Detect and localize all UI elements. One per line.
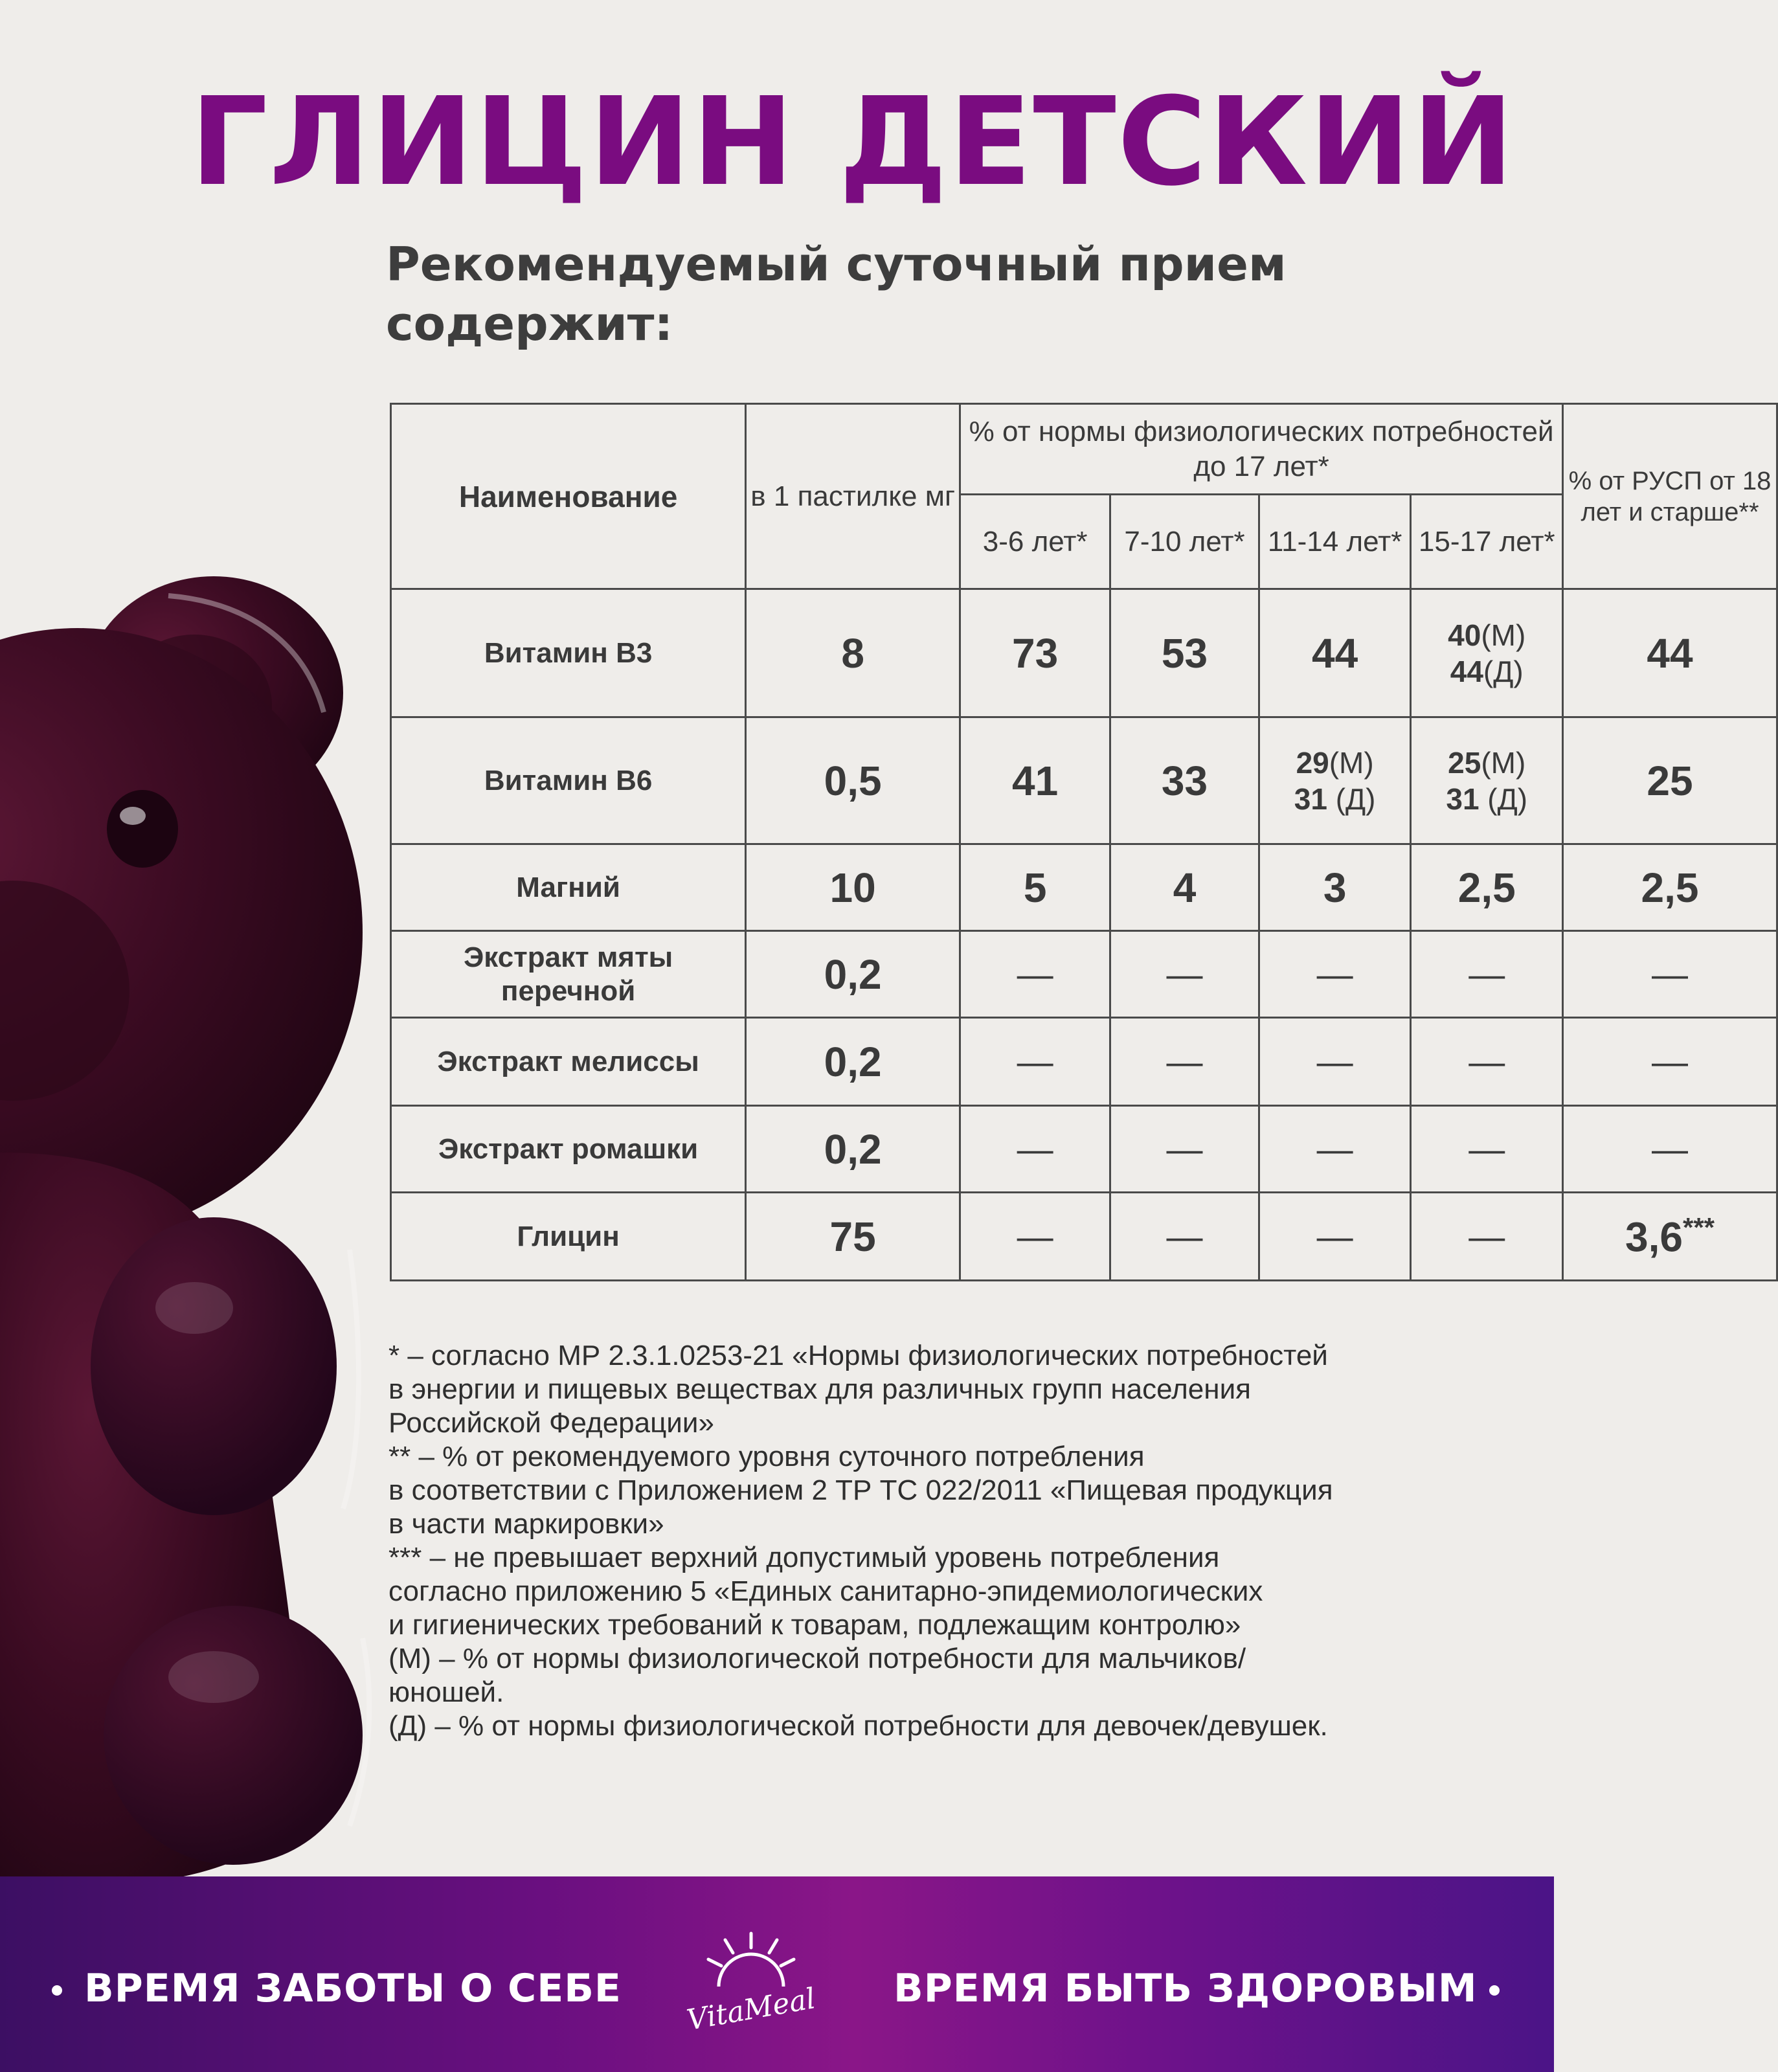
cell-age-7-10: 33 (1110, 717, 1259, 844)
row-name: Витамин B6 (391, 717, 746, 844)
footnote-m: (М) – % от нормы физиологической потребности для мальчиков/ юношей. (388, 1643, 1246, 1708)
header-name: Наименование (391, 404, 746, 589)
cell-mg: 8 (746, 589, 960, 717)
table-row (391, 844, 1777, 931)
cell-age-11-14: 44 (1259, 589, 1411, 717)
cell-age-7-10: — (1110, 931, 1259, 1018)
cell-age-15-17 (1411, 589, 1563, 717)
label-d: (Д) (1327, 782, 1376, 816)
table-row (391, 1018, 1777, 1106)
cell-age-3-6: 5 (960, 844, 1110, 931)
label-m: (М) (1329, 745, 1374, 780)
header-norm-group: % от нормы физиологических потребностей до 17 лет* (960, 404, 1563, 495)
gummy-bear-image (0, 570, 401, 1891)
header-age-15-17: 15-17 лет* (1411, 495, 1563, 589)
cell-mg: 0,2 (746, 1018, 960, 1106)
cell-age-15-17: — (1411, 1018, 1563, 1106)
bullet-dot-icon (1489, 1985, 1500, 1996)
cell-age-3-6: — (960, 1018, 1110, 1106)
cell-age-7-10: 4 (1110, 844, 1259, 931)
cell-age-7-10: — (1110, 1106, 1259, 1193)
cell-age-3-6: 73 (960, 589, 1110, 717)
nutrition-table (390, 403, 1778, 1281)
brand-logo (673, 1922, 829, 2051)
cell-rusp: — (1563, 1018, 1777, 1106)
cell-age-11-14: — (1259, 1106, 1411, 1193)
cell-age-7-10: — (1110, 1018, 1259, 1106)
rusp-footnote-mark: *** (1682, 1211, 1715, 1243)
cell-age-3-6: — (960, 931, 1110, 1018)
table-row (391, 717, 1777, 844)
table-header-row (391, 404, 1777, 495)
cell-age-11-14: — (1259, 931, 1411, 1018)
cell-age-15-17: — (1411, 1193, 1563, 1281)
cell-mg: 0,2 (746, 931, 960, 1018)
header-per-pastille: в 1 пастилке мг (746, 404, 960, 589)
cell-mg: 0,5 (746, 717, 960, 844)
cell-age-3-6: — (960, 1106, 1110, 1193)
row-name: Магний (391, 844, 746, 931)
cell-rusp (1563, 1193, 1777, 1281)
cell-rusp: — (1563, 931, 1777, 1018)
logo-text: VitaMeal (684, 1981, 818, 2038)
header-age-11-14: 11-14 лет* (1259, 495, 1411, 589)
value-m: 25 (1448, 745, 1481, 780)
header-rusp: % от РУСП от 18 лет и старше** (1563, 404, 1777, 589)
cell-age-7-10: — (1110, 1193, 1259, 1281)
cell-mg: 10 (746, 844, 960, 931)
value-m: 29 (1296, 745, 1329, 780)
cell-age-7-10: 53 (1110, 589, 1259, 717)
table-row (391, 1106, 1777, 1193)
label-m: (М) (1481, 745, 1526, 780)
footnote-3: *** – не превышает верхний допустимый уровень потребления согласно приложению 5 «Единых санитарно-эпидемиологических и гигиенических требований к товарам, подлежащим контролю» (388, 1542, 1263, 1641)
cell-rusp: — (1563, 1106, 1777, 1193)
footnote-d: (Д) – % от нормы физиологической потребности для девочек/девушек. (388, 1710, 1328, 1742)
page-title: ГЛИЦИН ДЕТСКИЙ (190, 71, 1515, 213)
table-row (391, 1193, 1777, 1281)
row-name: Глицин (391, 1193, 746, 1281)
label-m: (М) (1481, 618, 1526, 652)
footnote-2: ** – % от рекомендуемого уровня суточного потребления в соответствии с Приложением 2 ТР ТС 022/2011 «Пищевая продукция в части маркировки» (388, 1441, 1333, 1540)
header-age-7-10: 7-10 лет* (1110, 495, 1259, 589)
table-row (391, 589, 1777, 717)
row-name: Экстракт мяты перечной (391, 931, 746, 1018)
row-name: Витамин B3 (391, 589, 746, 717)
table-row (391, 931, 1777, 1018)
cell-mg: 0,2 (746, 1106, 960, 1193)
value-m: 40 (1448, 618, 1481, 652)
cell-rusp: 2,5 (1563, 844, 1777, 931)
cell-age-11-14: 3 (1259, 844, 1411, 931)
cell-age-15-17 (1411, 717, 1563, 844)
cell-age-15-17: 2,5 (1411, 844, 1563, 931)
cell-age-11-14 (1259, 717, 1411, 844)
value-d: 44 (1450, 654, 1483, 688)
cell-age-11-14: — (1259, 1193, 1411, 1281)
label-d: (Д) (1479, 782, 1528, 816)
row-name: Экстракт ромашки (391, 1106, 746, 1193)
cell-mg: 75 (746, 1193, 960, 1281)
page-subtitle: Рекомендуемый суточный прием содержит: (386, 237, 1287, 351)
rusp-value: 3,6 (1625, 1213, 1683, 1261)
slogan-left: ВРЕМЯ ЗАБОТЫ О СЕБЕ (84, 1966, 622, 2011)
bullet-dot-icon (52, 1985, 62, 1996)
cell-rusp: 44 (1563, 589, 1777, 717)
value-d: 31 (1446, 782, 1480, 816)
footnote-1: * – согласно МР 2.3.1.0253-21 «Нормы физиологических потребностей в энергии и пищевых веществах для различных групп населения Российской Федерации» (388, 1340, 1328, 1439)
row-name: Экстракт мелиссы (391, 1018, 746, 1106)
cell-age-15-17: — (1411, 931, 1563, 1018)
cell-age-15-17: — (1411, 1106, 1563, 1193)
cell-age-11-14: — (1259, 1018, 1411, 1106)
header-age-3-6: 3-6 лет* (960, 495, 1110, 589)
bottom-banner (0, 1876, 1554, 2072)
cell-age-3-6: — (960, 1193, 1110, 1281)
footnotes (388, 1339, 1547, 1743)
cell-rusp: 25 (1563, 717, 1777, 844)
label-d: (Д) (1483, 654, 1524, 688)
value-d: 31 (1294, 782, 1327, 816)
cell-age-3-6: 41 (960, 717, 1110, 844)
slogan-right: ВРЕМЯ БЫТЬ ЗДОРОВЫМ (894, 1966, 1478, 2011)
